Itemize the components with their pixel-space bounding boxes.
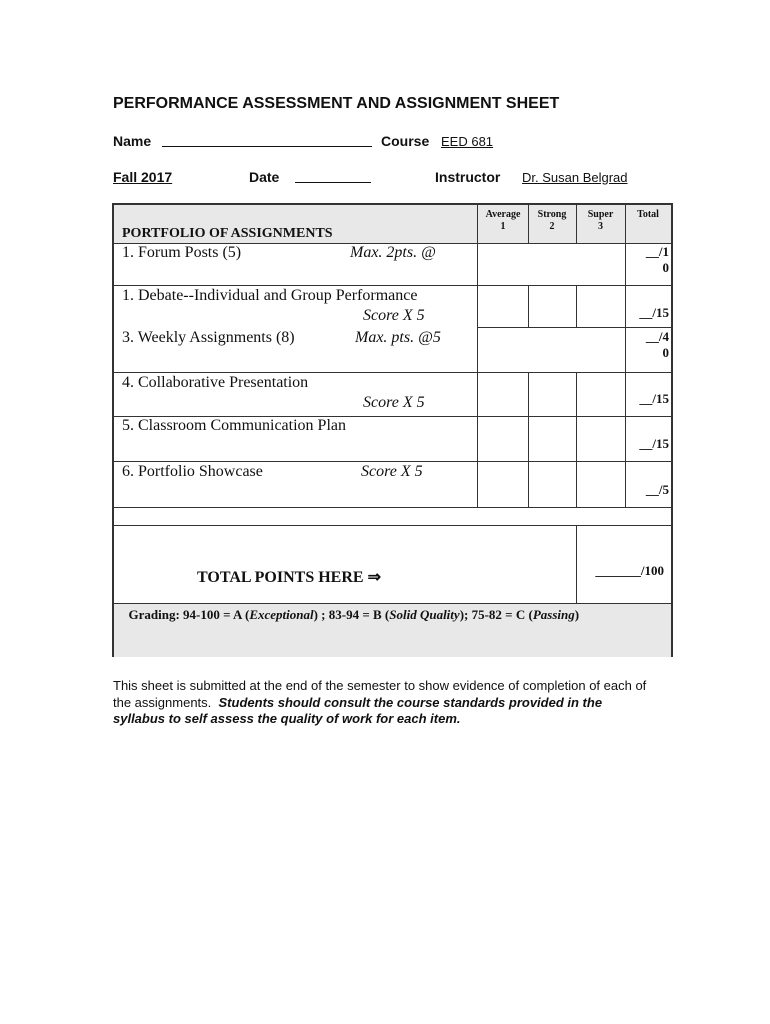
row-weekly-note: Max. pts. @5: [355, 329, 441, 346]
row-weekly-label: 3. Weekly Assignments (8): [122, 329, 295, 346]
grading-scale: Grading: 94-100 = A (Exceptional) ; 83-94 = B (Solid Quality); 75-82 = C (Passing): [128, 607, 580, 622]
footer-note: This sheet is submitted at the end of the semester to show evidence of completion of each of the assignments. Students should consult the course standards provided in the syllabus to self assess the quality of work for each item.: [113, 678, 647, 726]
name-field[interactable]: [162, 136, 372, 147]
row-debate-label: 1. Debate--Individual and Group Performance: [122, 287, 418, 304]
date-label: Date: [249, 169, 280, 185]
page-title: PERFORMANCE ASSESSMENT AND ASSIGNMENT SHEET: [113, 95, 560, 112]
section-header: PORTFOLIO OF ASSIGNMENTS: [122, 226, 333, 241]
date-field[interactable]: [295, 172, 371, 183]
col-header-average: Average 1: [485, 209, 521, 232]
row-collab-note: Score X 5: [363, 394, 425, 411]
row-weekly-score[interactable]: __/4 0: [645, 329, 669, 360]
total-score[interactable]: _______/100: [595, 563, 664, 578]
term-value: Fall 2017: [113, 169, 173, 185]
col-header-total: Total: [637, 209, 659, 220]
instructor-label: Instructor: [435, 169, 501, 185]
row-forum-posts-label: 1. Forum Posts (5): [122, 244, 242, 261]
assessment-table: [112, 203, 673, 657]
row-showcase-note: Score X 5: [361, 463, 423, 480]
col-header-strong: Strong 2: [537, 209, 567, 232]
col-header-super: Super 3: [587, 209, 614, 232]
name-label: Name: [113, 133, 152, 149]
total-label: TOTAL POINTS HERE ⇒: [197, 569, 381, 586]
row-debate-score[interactable]: __/15: [639, 305, 669, 320]
row-forum-posts-score[interactable]: __/1 0: [645, 244, 669, 275]
row-communication-score[interactable]: __/15: [639, 436, 669, 451]
row-showcase-score[interactable]: __/5: [645, 482, 669, 497]
course-label: Course: [381, 133, 430, 149]
row-communication-label: 5. Classroom Communication Plan: [122, 417, 346, 434]
row-showcase-label: 6. Portfolio Showcase: [122, 463, 263, 480]
row-collab-label: 4. Collaborative Presentation: [122, 374, 309, 391]
instructor-value: Dr. Susan Belgrad: [522, 170, 628, 185]
course-value: EED 681: [441, 134, 494, 149]
row-collab-score[interactable]: __/15: [639, 391, 669, 406]
row-forum-posts-note: Max. 2pts. @: [350, 244, 436, 261]
row-debate-note: Score X 5: [363, 307, 425, 324]
